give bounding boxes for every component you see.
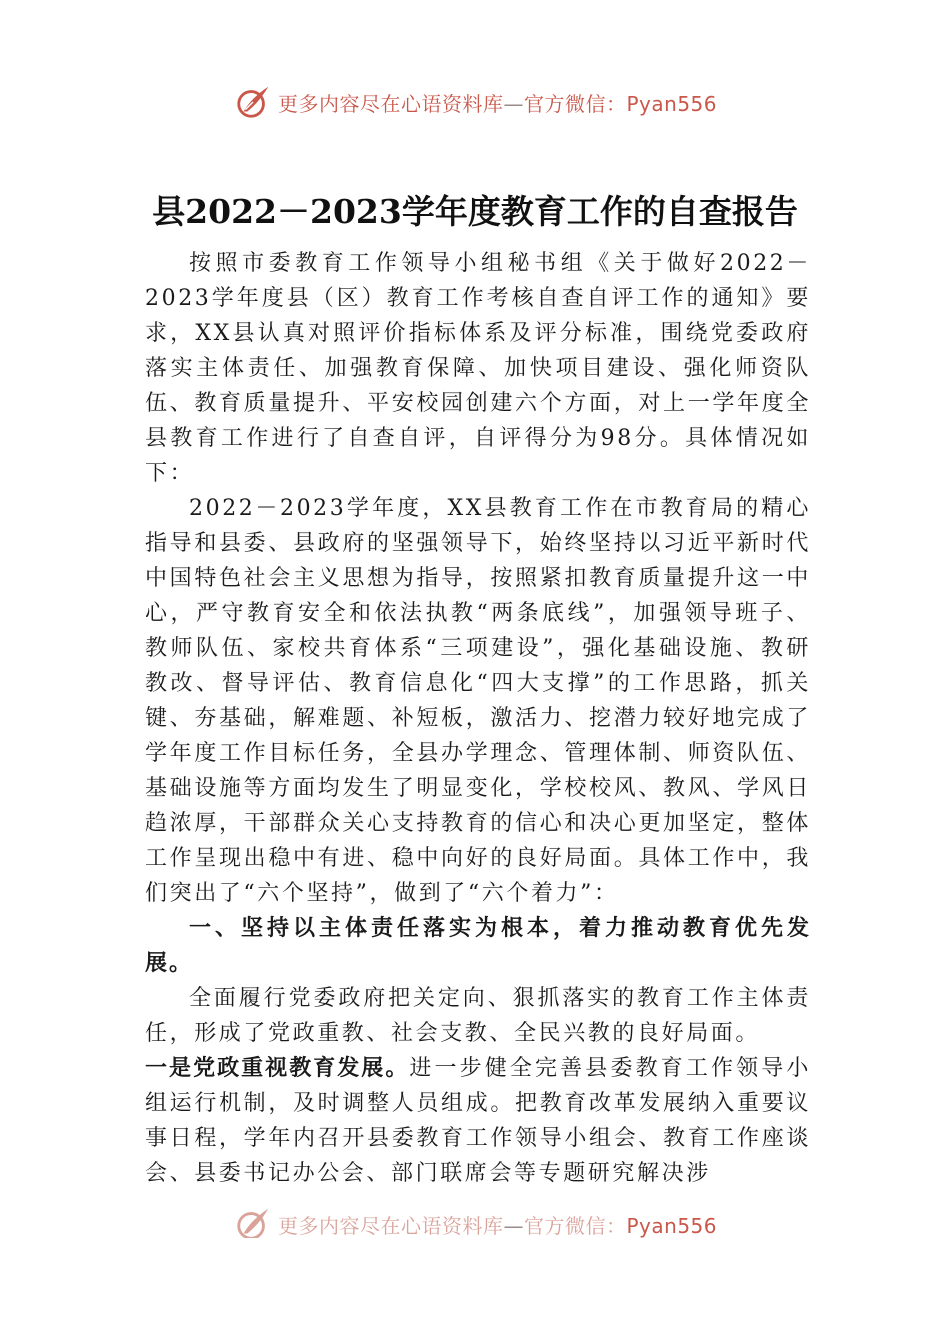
paragraph: 按照市委教育工作领导小组秘书组《关于做好2022－2023学年度县（区）教育工作考核自查自评工作的通知》要求，XX县认真对照评价指标体系及评分标准，围绕党委政府落实主体责任、加强教育保障、加快项目建设、强化师资队伍、教育质量提升、平安校园创建六个方面，对上一学年度全县教育工作进行了自查自评，自评得分为98分。具体情况如下：: [145, 251, 811, 486]
watermark-text: 更多内容尽在心语资料库—官方微信：Pyan556: [278, 91, 718, 116]
paragraph: [145, 1051, 811, 1191]
quill-logo-icon: [234, 83, 272, 121]
paragraph-text: 进一步健全完善县委教育工作领导小组运行机制，及时调整人员组成。把教育改革发展纳入重要议事日程，学年内召开县委教育工作领导小组会、教育工作座谈会、县委书记办公会、部门联席会等专题研究解决涉: [145, 1056, 811, 1186]
watermark-footer: [0, 1206, 950, 1238]
section-heading: 一、坚持以主体责任落实为根本，着力推动教育优先发展。: [145, 916, 811, 976]
document-body: [145, 246, 811, 1191]
watermark-header: [0, 82, 950, 122]
paragraph-lead: 一是党政重视教育发展。: [145, 1056, 410, 1081]
paragraph: 2022－2023学年度，XX县教育工作在市教育局的精心指导和县委、县政府的坚强领导下，始终坚持以习近平新时代中国特色社会主义思想为指导，按照紧扣教育质量提升这一中心，严守教育安全和依法执教“两条底线”，加强领导班子、教师队伍、家校共育体系“三项建设”，强化基础设施、教研教改、督导评估、教育信息化“四大支撑”的工作思路，抓关键、夯基础，解难题、补短板，激活力、挖潜力较好地完成了学年度工作目标任务，全县办学理念、管理体制、师资队伍、基础设施等方面均发生了明显变化，学校校风、教风、学风日趋浓厚，干部群众关心支持教育的信心和决心更加坚定，整体工作呈现出稳中有进、稳中向好的良好局面。具体工作中，我们突出了“六个坚持”，做到了“六个着力”：: [145, 496, 811, 906]
quill-logo-icon: [234, 1206, 272, 1238]
paragraph: 全面履行党委政府把关定向、狠抓落实的教育工作主体责任，形成了党政重教、社会支教、全民兴教的良好局面。: [145, 986, 811, 1046]
watermark-text: 更多内容尽在心语资料库—官方微信：Pyan556: [278, 1213, 718, 1238]
document-title: 县2022－2023学年度教育工作的自查报告: [152, 192, 798, 231]
